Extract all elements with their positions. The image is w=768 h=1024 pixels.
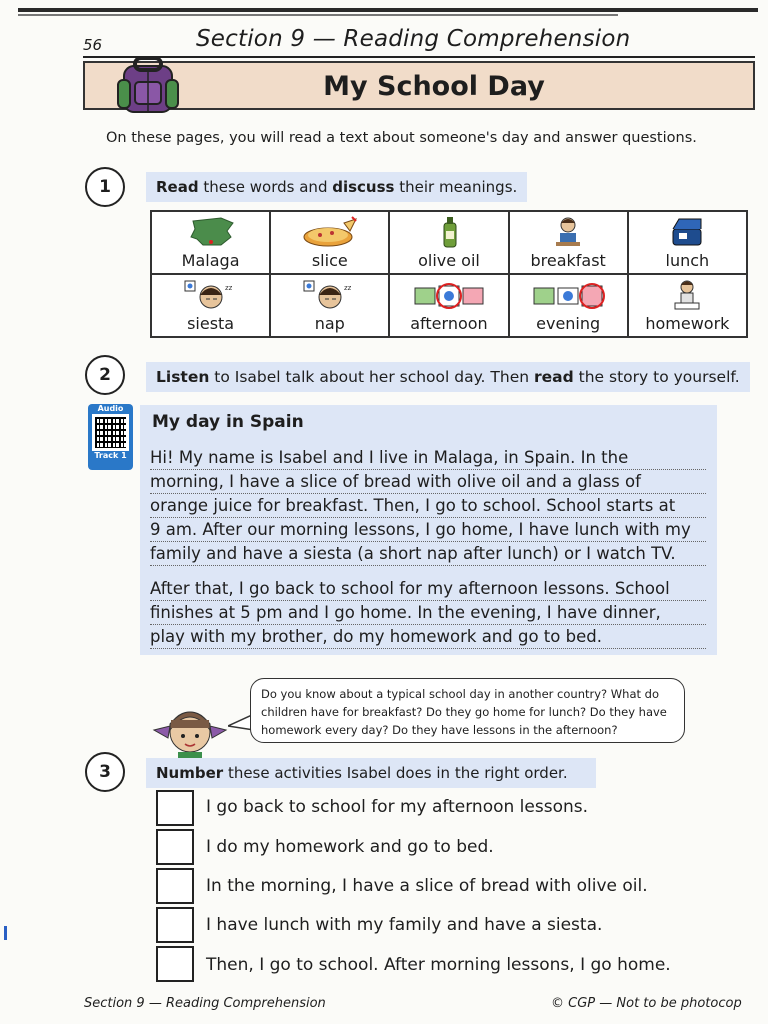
lunchbox-icon	[657, 215, 717, 249]
story-line: After that, I go back to school for my afternoon lessons. School	[150, 577, 706, 601]
homework-girl-icon	[657, 278, 717, 312]
vocab-word: breakfast	[530, 251, 606, 270]
vocab-cell-lunch	[628, 211, 747, 274]
vocab-cell-olive-oil	[389, 211, 508, 274]
order-answer-box[interactable]	[156, 790, 194, 826]
evening-sun-icon	[528, 278, 608, 312]
story-line: orange juice for breakfast. Then, I go to school. School starts at	[150, 494, 706, 518]
order-answer-box[interactable]	[156, 868, 194, 904]
task-3-number: 3	[85, 752, 125, 792]
track-label: Track 1	[94, 451, 127, 460]
vocab-table	[150, 210, 748, 338]
story-line: morning, I have a slice of bread with olive oil and a glass of	[150, 470, 706, 494]
activity-text: I go back to school for my afternoon lessons.	[206, 797, 589, 817]
activity-text: I have lunch with my family and have a siesta.	[206, 915, 603, 935]
footer-copyright: © CGP — Not to be photocop	[551, 996, 742, 1011]
vocab-cell-evening	[509, 274, 628, 337]
top-rule-thin	[18, 14, 618, 16]
qr-code-icon[interactable]	[92, 414, 129, 451]
task-3-instruction: Number these activities Isabel does in the right order.	[146, 758, 596, 788]
school-bag-icon	[115, 56, 181, 116]
speech-bubble	[250, 678, 685, 743]
vocab-word: nap	[314, 314, 345, 333]
vocab-word: homework	[645, 314, 730, 333]
vocab-word: evening	[536, 314, 601, 333]
vocab-word: afternoon	[410, 314, 488, 333]
vocab-word: siesta	[187, 314, 235, 333]
page-title: My School Day	[323, 71, 545, 102]
vocab-cell-slice	[270, 211, 389, 274]
order-answer-box[interactable]	[156, 907, 194, 943]
title-banner	[83, 61, 755, 110]
story-line: 9 am. After our morning lessons, I go home, I have lunch with my	[150, 518, 706, 542]
vocab-word: lunch	[665, 251, 710, 270]
story-title: My day in Spain	[152, 412, 304, 432]
sleeping-face-icon	[300, 278, 360, 312]
task-2-instruction: Listen to Isabel talk about her school day. Then read the story to yourself.	[146, 362, 750, 392]
vocab-cell-breakfast	[509, 211, 628, 274]
page-number: 56	[83, 36, 103, 54]
speech-line: homework every day? Do they have lessons in the afternoon?	[261, 723, 618, 737]
pizza-slice-icon	[300, 215, 360, 249]
sleeping-face-icon	[181, 278, 241, 312]
story-line: family and have a siesta (a short nap after lunch) or I watch TV.	[150, 542, 706, 566]
spain-map-icon	[181, 215, 241, 249]
activity-text: Then, I go to school. After morning lessons, I go home.	[206, 955, 671, 975]
section-heading: Section 9 — Reading Comprehension	[196, 26, 631, 52]
vocab-word: Malaga	[181, 251, 240, 270]
audio-label: Audio	[97, 404, 124, 413]
story-line: Hi! My name is Isabel and I live in Malaga, in Spain. In the	[150, 446, 706, 470]
girl-character-icon	[150, 700, 230, 758]
order-answer-box[interactable]	[156, 946, 194, 982]
top-rule	[18, 8, 758, 12]
vocab-cell-siesta	[151, 274, 270, 337]
edge-mark	[4, 926, 7, 940]
task-2-number: 2	[85, 355, 125, 395]
story-line: finishes at 5 pm and I go home. In the evening, I have dinner,	[150, 601, 706, 625]
vocab-word: slice	[311, 251, 348, 270]
intro-text: On these pages, you will read a text about someone's day and answer questions.	[106, 130, 697, 146]
task-1-number: 1	[85, 167, 125, 207]
speech-line: Do you know about a typical school day in another country? What do	[261, 687, 659, 701]
vocab-cell-afternoon	[389, 274, 508, 337]
footer-section: Section 9 — Reading Comprehension	[84, 996, 326, 1011]
task-1-instruction: Read these words and discuss their meanings.	[146, 172, 527, 202]
afternoon-sun-icon	[409, 278, 489, 312]
audio-track-badge[interactable]	[88, 404, 133, 470]
svg-text:zz: zz	[343, 284, 352, 292]
svg-text:zz: zz	[224, 284, 232, 292]
activity-text: In the morning, I have a slice of bread with olive oil.	[206, 876, 648, 896]
activity-text: I do my homework and go to bed.	[206, 837, 494, 857]
story-line: play with my brother, do my homework and go to bed.	[150, 625, 706, 649]
olive-oil-bottle-icon	[419, 215, 479, 249]
vocab-cell-nap	[270, 274, 389, 337]
order-answer-box[interactable]	[156, 829, 194, 865]
speech-line: children have for breakfast? Do they go home for lunch? Do they have	[261, 705, 667, 719]
vocab-cell-malaga	[151, 211, 270, 274]
heading-divider	[83, 56, 755, 58]
vocab-word: olive oil	[418, 251, 480, 270]
vocab-cell-homework	[628, 274, 747, 337]
breakfast-girl-icon	[538, 215, 598, 249]
